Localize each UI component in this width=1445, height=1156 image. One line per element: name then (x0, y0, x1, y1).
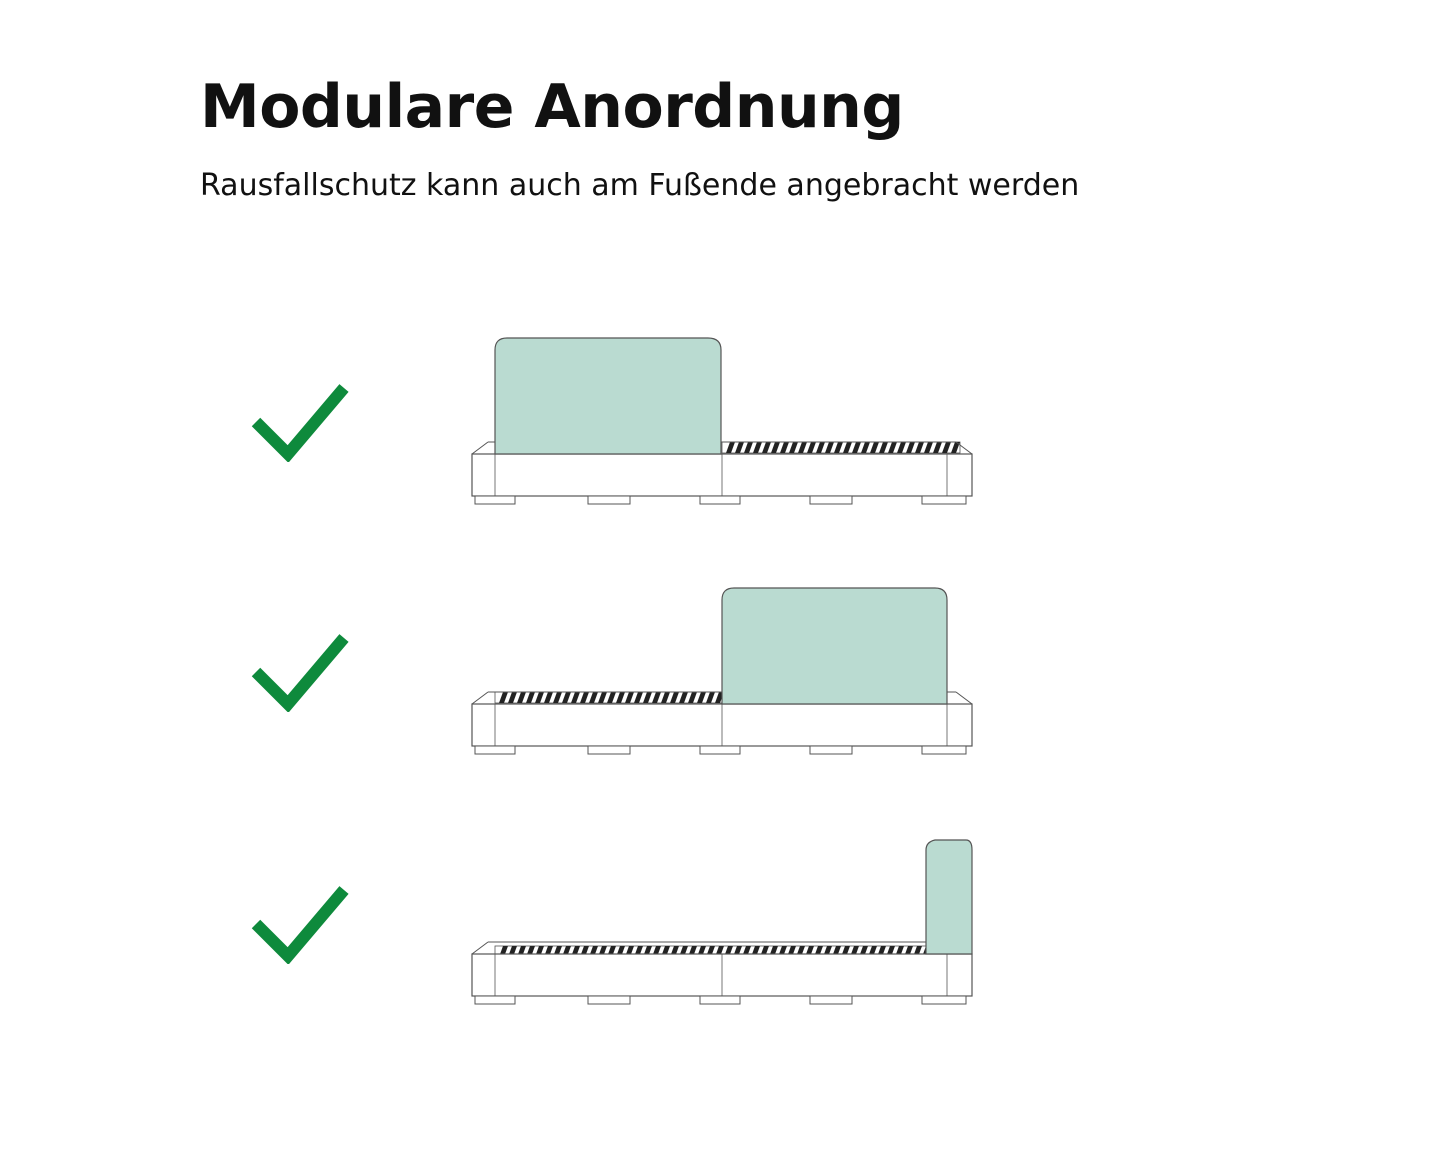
check-icon (250, 884, 350, 964)
bed-arrangement-foot (460, 830, 980, 1030)
page-subtitle: Rausfallschutz kann auch am Fußende angebracht werden (200, 168, 1080, 203)
slatted-frame (495, 692, 724, 703)
side-guard-panel-icon (495, 338, 721, 454)
check-icon (250, 382, 350, 462)
page-title: Modulare Anordnung (200, 72, 904, 142)
check-icon (250, 632, 350, 712)
side-guard-panel-icon (722, 588, 947, 704)
bed-arrangement-head (460, 330, 980, 530)
slatted-frame (722, 442, 960, 453)
side-guard-panel-icon (926, 840, 972, 954)
bed-arrangement-middle (460, 580, 980, 780)
